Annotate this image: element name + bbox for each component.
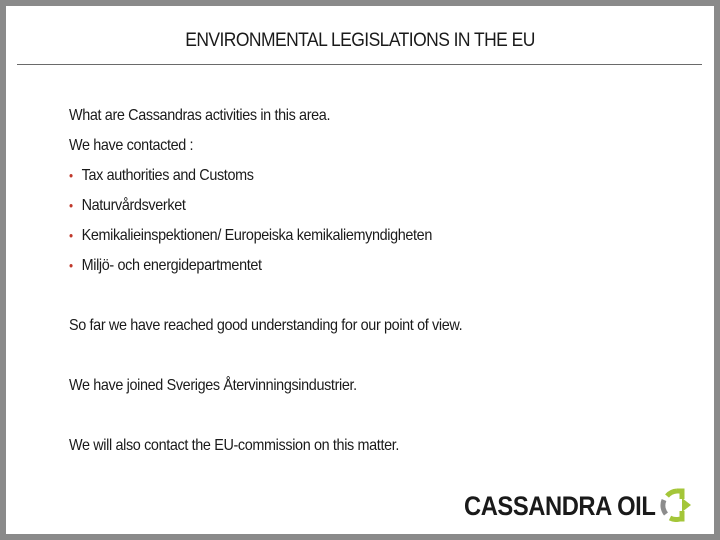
intro-line-1: What are Cassandras activities in this area. bbox=[69, 107, 331, 124]
spacer bbox=[69, 281, 627, 311]
intro-line-2: We have contacted : bbox=[69, 137, 194, 154]
logo-wordmark: CASSANDRA OIL bbox=[464, 490, 656, 521]
spacer bbox=[69, 401, 627, 431]
spacer bbox=[69, 341, 627, 371]
recycle-arrows-icon bbox=[660, 488, 694, 522]
bullet-text: Tax authorities and Customs bbox=[81, 167, 254, 184]
bullet-text: Naturvårdsverket bbox=[81, 197, 186, 214]
bullet-item bbox=[69, 161, 627, 191]
slide-body bbox=[69, 101, 627, 461]
bullet-dot-icon: • bbox=[69, 168, 73, 183]
paragraph-eu-commission: We will also contact the EU-commission on this matter. bbox=[69, 437, 400, 454]
paragraph-understanding: So far we have reached good understanding for our point of view. bbox=[69, 317, 463, 334]
slide-title: ENVIRONMENTAL LEGISLATIONS IN THE EU bbox=[185, 30, 535, 51]
title-divider bbox=[17, 64, 702, 65]
bullet-dot-icon: • bbox=[69, 198, 73, 213]
bullet-dot-icon: • bbox=[69, 228, 73, 243]
bullet-text: Miljö- och energidepartmentet bbox=[81, 257, 262, 274]
bullet-item bbox=[69, 251, 627, 281]
bullet-text: Kemikalieinspektionen/ Europeiska kemikaliemyndigheten bbox=[81, 227, 432, 244]
bullet-dot-icon: • bbox=[69, 258, 73, 273]
bullet-item bbox=[69, 191, 627, 221]
slide bbox=[6, 6, 714, 534]
bullet-item bbox=[69, 221, 627, 251]
paragraph-joined: We have joined Sveriges Återvinningsindustrier. bbox=[69, 377, 357, 394]
company-logo bbox=[464, 486, 682, 526]
